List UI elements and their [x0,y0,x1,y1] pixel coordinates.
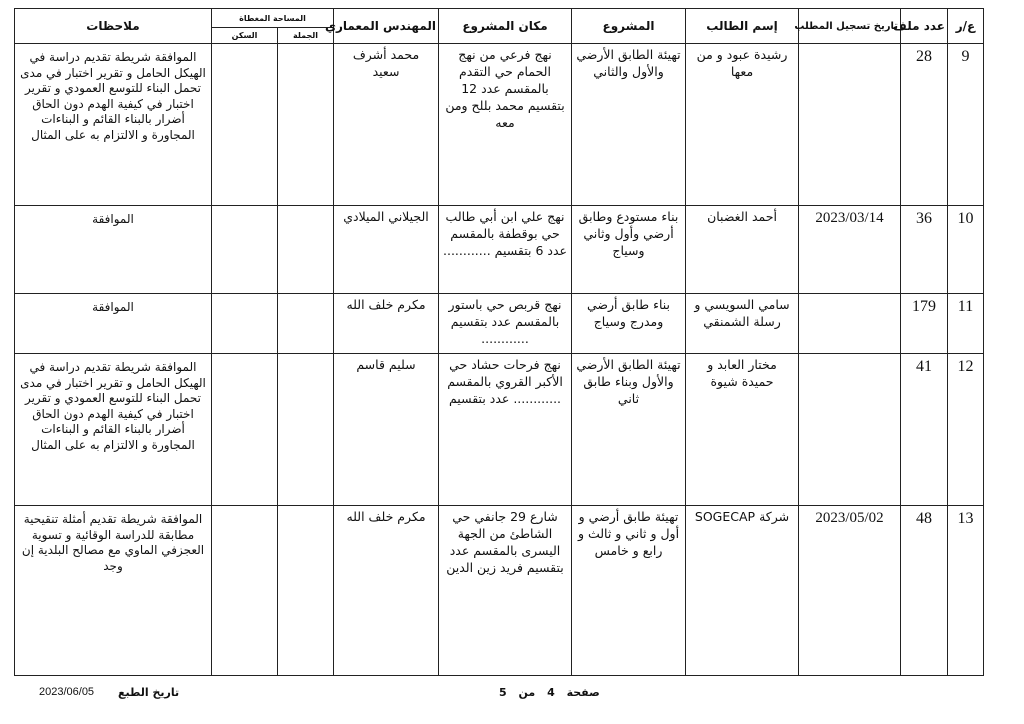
cell-notes: الموافقة شريطة تقديم دراسة في الهيكل الحامل و تقرير اختبار في مدى تحمل البناء للتوسع العمودي و تقرير اختبار في كيفية الهدم دون الحاق أضرار بالبناء القائم و البناءات المجاورة و الالتزام به على المثال [15,354,212,506]
cell-architect: سليم قاسم [334,354,439,506]
cell-area-residential [278,354,334,506]
page-label: صفحة [566,686,600,699]
header-no: ع/ر [948,9,984,44]
cell-notes: الموافقة شريطة تقديم أمثلة تنقيحية مطابقة للدراسة الوقائية و تسوية العجزفي الماوي مع مصالح البلدية إن وجد [15,506,212,676]
cell-notes: الموافقة [15,206,212,294]
cell-no: 12 [948,354,984,506]
cell-project: تهيئة الطابق الأرضي والأول وبناء طابق ثاني [572,354,686,506]
cell-project: تهيئة الطابق الأرضي والأول والثاني [572,44,686,206]
cell-project: بناء مستودع وطابق أرضي وأول وثاني وسياج [572,206,686,294]
cell-reg-date [799,354,901,506]
page-of: من [518,686,536,699]
table-row [15,354,984,506]
table-row [15,206,984,294]
cell-reg-date [799,294,901,354]
header-row [15,9,984,28]
cell-reg-date: 2023/03/14 [799,206,901,294]
cell-project: بناء طابق أرضي ومدرج وسياج [572,294,686,354]
cell-location: نهج فرعي من نهج الحمام حي التقدم بالمقسم عدد 12 بتقسيم محمد بللح ومن معه [439,44,572,206]
cell-applicant: رشيدة عبود و من معها [686,44,799,206]
cell-area-total [212,294,278,354]
table-row [15,44,984,206]
page-indicator [495,686,604,699]
cell-applicant: شركة SOGECAP [686,506,799,676]
print-date-label: تاريخ الطبع [118,686,180,699]
cell-area-residential [278,294,334,354]
cell-file-no: 41 [901,354,948,506]
page-footer [0,686,1024,702]
cell-area-total [212,354,278,506]
cell-no: 11 [948,294,984,354]
cell-no: 13 [948,506,984,676]
cell-location: شارع 29 جانفي حي الشاطئ من الجهة اليسرى بالمقسم عدد بتقسيم فريد زين الدين [439,506,572,676]
header-area-total: الجملة [278,28,334,44]
permits-table [14,8,984,676]
cell-area-residential [278,44,334,206]
cell-area-residential [278,206,334,294]
cell-location: نهج قربص حي باستور بالمقسم عدد بتقسيم ............ [439,294,572,354]
cell-applicant: مختار العابد و حميدة شيوة [686,354,799,506]
cell-applicant: أحمد الغضبان [686,206,799,294]
header-area-residential: السكن [212,28,278,44]
cell-project: تهيئة طابق أرضي و أول و ثاني و ثالث و رابع و خامس [572,506,686,676]
header-file-no: عدد ملف [901,9,948,44]
cell-file-no: 36 [901,206,948,294]
cell-reg-date: 2023/05/02 [799,506,901,676]
cell-area-total [212,506,278,676]
cell-architect: الجيلاني الميلادي [334,206,439,294]
cell-area-total [212,206,278,294]
cell-architect: مكرم خلف الله [334,294,439,354]
cell-architect: مكرم خلف الله [334,506,439,676]
cell-area-residential [278,506,334,676]
cell-file-no: 179 [901,294,948,354]
cell-no: 10 [948,206,984,294]
table-row [15,506,984,676]
header-area: المساحة المغطاة [212,9,334,28]
header-project: المشروع [572,9,686,44]
cell-notes: الموافقة [15,294,212,354]
document-sheet [14,8,983,677]
page-current: 4 [547,686,555,699]
cell-no: 9 [948,44,984,206]
cell-applicant: سامي السويسي و رسلة الشمنقي [686,294,799,354]
print-date: 2023/06/05 [39,686,95,698]
cell-architect: محمد أشرف سعيد [334,44,439,206]
cell-area-total [212,44,278,206]
cell-file-no: 28 [901,44,948,206]
cell-location: نهج فرحات حشاد حي الأكبر القروي بالمقسم ............ عدد بتقسيم [439,354,572,506]
page-total: 5 [499,686,507,699]
header-applicant: إسم الطالب [686,9,799,44]
header-notes: ملاحظات [15,9,212,44]
cell-notes: الموافقة شريطة تقديم دراسة في الهيكل الحامل و تقرير اختبار في مدى تحمل البناء للتوسع العمودي و تقرير اختبار في كيفية الهدم دون الحاق أضرار بالبناء القائم و البناءات المجاورة و الالتزام به على المثال [15,44,212,206]
cell-location: نهج علي ابن أبي طالب حي بوقطفة بالمقسم عدد 6 بتقسيم ............ [439,206,572,294]
table-row [15,294,984,354]
cell-file-no: 48 [901,506,948,676]
header-architect: المهندس المعماري [334,9,439,44]
header-location: مكان المشروع [439,9,572,44]
cell-reg-date [799,44,901,206]
header-reg-date: تاريخ تسجيل المطلب [799,9,901,44]
